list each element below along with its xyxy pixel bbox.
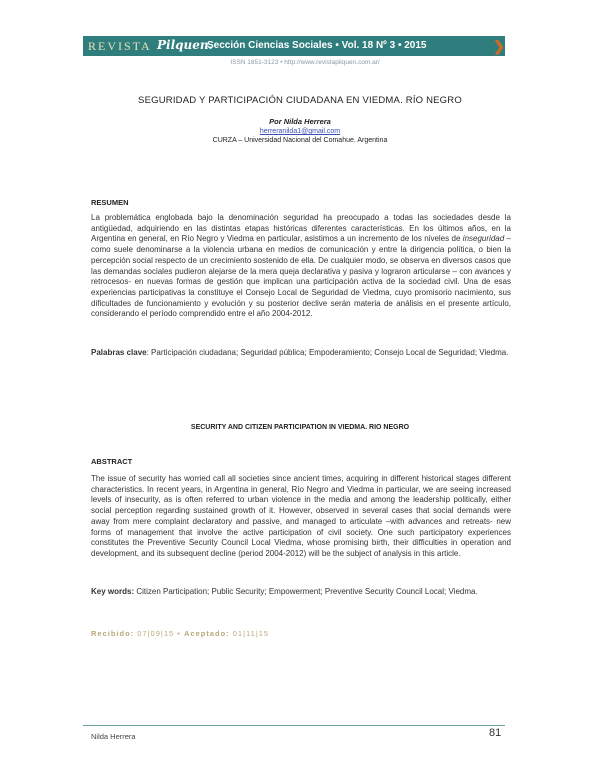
resumen-text: La problemática englobada bajo la denominación seguridad ha preocupado a todas las sociedades desde la antigüedad, adquiriendo en las distintas etapas históricas diferentes características. En los últimos años, en la Argentina en general, en Río Negro y Viedma en particular, asistimos a un incremento de los niveles de inseguridad – como suele denominarse a la violencia urbana en medios de comunicación y entre la dirigencia política, o bien la percepción social respecto de un crecimiento sostenido de ella. De cualquier modo, se observa en diversos casos que las demandas sociales pudieron alejarse de la mera queja declarativa y pasiva y lograron articularse – con avances y retrocesos- en nuevas formas de gestión que implican una participación activa de la sociedad civil. Una de esas experiencias participativas la constituye el Consejo Local de Seguridad de Viedma, cuyo promisorio nacimiento, sus dificultades de funcionamiento y evolución y su posterior declive serán materia de análisis en el presente artículo, considerando el período comprendido entre el año 2004-2012.: [91, 213, 512, 319]
article-title: SEGURIDAD Y PARTICIPACIÓN CIUDADANA EN VIEDMA. RÍO NEGRO: [138, 95, 462, 106]
abstract-keywords: Key words: Citizen Participation; Public Security; Empowerment; Preventive Security Council Local; Viedma.: [91, 587, 478, 596]
issn-line[interactable]: ISSN 1851-3123 • http://www.revistapilquen.com.ar/: [230, 59, 380, 66]
author-email-link[interactable]: herreranilda1@gmail.com: [259, 128, 341, 135]
journal-brand: REVISTA: [88, 39, 152, 53]
journal-logo-name: Pilquen.: [157, 38, 213, 52]
journal-section-line: Sección Ciencias Sociales • Vol. 18 Nº 3 • 2015: [207, 40, 427, 51]
article-dates: Recibido: 07|09|15 • Aceptado: 01|11|15: [91, 629, 270, 638]
resumen-heading: RESUMEN: [91, 198, 129, 207]
footer-divider: [83, 725, 505, 726]
resumen-italic-term: inseguridad: [462, 234, 505, 244]
article-author: Por Nilda Herrera: [269, 117, 331, 126]
author-affiliation: CURZA – Universidad Nacional del Comahue. Argentina: [212, 137, 388, 144]
page-number: 81: [489, 727, 502, 739]
abstract-heading: ABSTRACT: [91, 457, 133, 466]
abstract-text: The issue of security has worried call all societies since ancient times, acquiring in different historical stages different characteristics. In recent years, in Argentina in general, Río Negro and Viedma in particular, we are seeing increased levels of insecurity, as is often referred to urban violence in the media and among the leadership politically, either social perception regarding sustained growth of it. However, observed in several cases that social demands were away from mere complaint declaratory and passive, and managed to articulate –with advances and retreats- new forms of management that involve the active participation of civil society. One such participatory experiences constitutes the Preventive Security Council Local Viedma, whose promising birth, their difficulties in operation and development, and its subsequent decline (period 2004-2012) will be the subject of analysis in this article.: [91, 474, 511, 558]
footer-author: Nilda Herrera: [91, 732, 136, 741]
chevron-right-icon: ❯: [493, 38, 505, 54]
english-title: SECURITY AND CITIZEN PARTICIPATION IN VIEDMA. RIO NEGRO: [190, 424, 410, 431]
resumen-keywords: Palabras clave: Participación ciudadana; Seguridad pública; Empoderamiento; Consejo Local de Seguridad; Viedma.: [91, 348, 509, 357]
